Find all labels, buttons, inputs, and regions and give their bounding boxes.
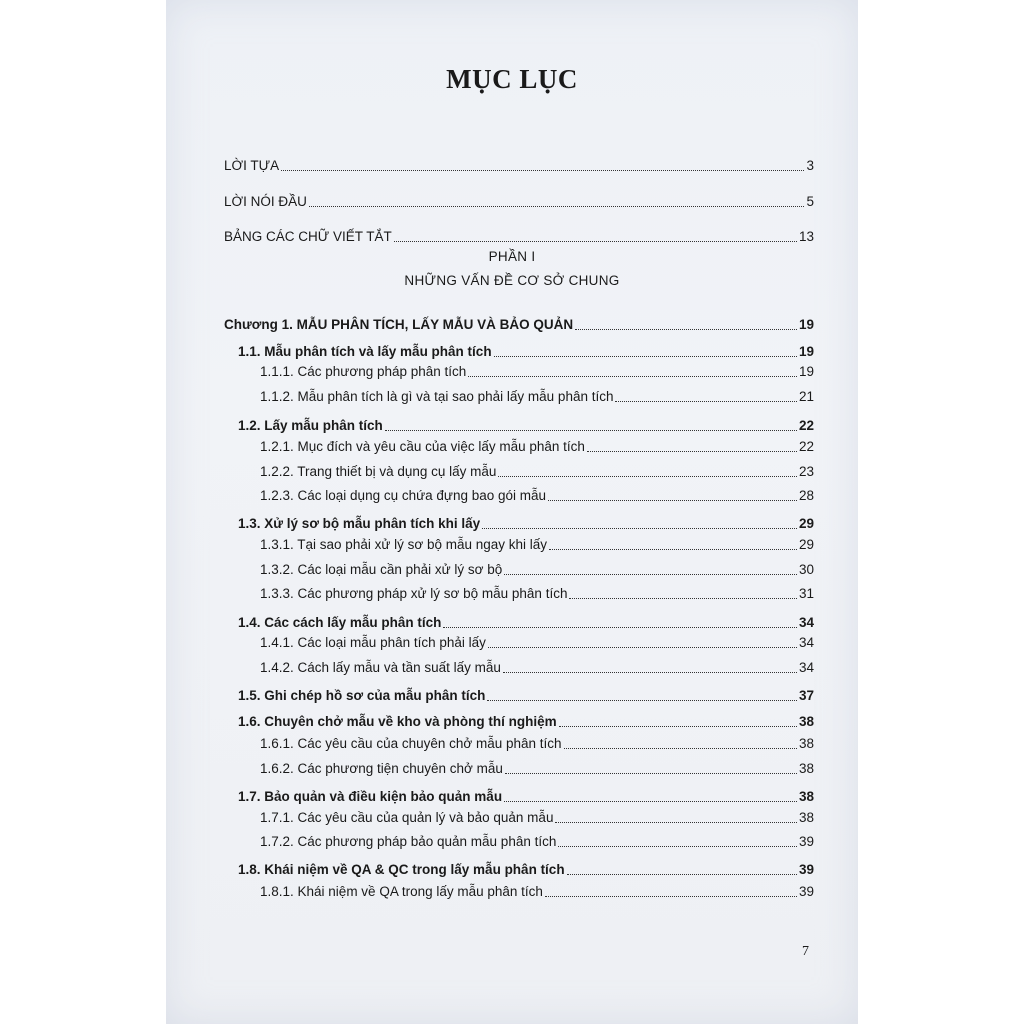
toc-entry-page: 39 [798,862,814,877]
toc-entry-page: 19 [798,317,814,332]
dot-leader [545,896,797,897]
toc-entry-label: 1.3.2. Các loại mẫu cần phải xử lý sơ bộ [260,562,503,577]
toc-entry-subsection [260,439,814,455]
toc-entry-subsection [260,537,814,553]
dot-leader [558,846,797,847]
toc-entry-subsection [260,810,814,826]
dot-leader [505,773,797,774]
toc-entry-section [238,688,814,704]
toc-entry-subsection [260,464,814,480]
toc-entry-label: LỜI NÓI ĐẦU [224,194,307,209]
toc-entry-label: LỜI TỰA [224,158,280,173]
toc-entry-label: 1.4.1. Các loại mẫu phân tích phải lấy [260,635,486,650]
dot-leader [385,430,797,431]
toc-entry-label: BẢNG CÁC CHỮ VIẾT TẮT [224,229,392,244]
toc-entry-page: 3 [806,158,814,173]
toc-entry-label: Chương 1. MẪU PHÂN TÍCH, LẤY MẪU VÀ BẢO QUẢN [224,317,574,332]
toc-entry-label: 1.2.2. Trang thiết bị và dụng cụ lấy mẫu [260,464,497,479]
toc-entry-label: 1.6.1. Các yêu cầu của chuyên chở mẫu phân tích [260,736,562,751]
dot-leader [443,627,797,628]
toc-entry-chapter [224,317,814,333]
toc-entry-page: 38 [798,810,814,825]
toc-entry-page: 5 [806,194,814,209]
toc-entry-page: 19 [798,344,814,359]
toc-entry-label: 1.3.3. Các phương pháp xử lý sơ bộ mẫu phân tích [260,586,568,601]
toc-entry-subsection [260,660,814,676]
toc-entry-front-matter [224,194,814,210]
toc-entry-section [238,344,814,360]
toc-entry-label: 1.7.2. Các phương pháp bảo quản mẫu phân tích [260,834,557,849]
toc-entry-label: 1.3. Xử lý sơ bộ mẫu phân tích khi lấy [238,516,481,531]
toc-entry-label: 1.4. Các cách lấy mẫu phân tích [238,615,442,630]
toc-entry-section [238,418,814,434]
toc-entry-subsection [260,562,814,578]
toc-entry-subsection [260,834,814,850]
toc-heading: MỤC LỤC [446,64,578,94]
dot-leader [503,672,797,673]
dot-leader [468,376,797,377]
toc-entry-subsection [260,389,814,405]
toc-entry-page: 34 [798,660,814,675]
dot-leader [281,170,804,171]
toc-entry-section [238,862,814,878]
dot-leader [575,329,797,330]
toc-entry-label: 1.1.1. Các phương pháp phân tích [260,364,467,379]
toc-entry-subsection [260,488,814,504]
toc-entry-page: 38 [798,714,814,729]
page-number: 7 [802,944,809,959]
toc-entry-section [238,516,814,532]
toc-entry-page: 29 [798,537,814,552]
toc-entry-page: 28 [798,488,814,503]
dot-leader [587,451,797,452]
toc-entry-page: 29 [798,516,814,531]
toc-entry-section [238,714,814,730]
part-title: NHỮNG VẤN ĐỀ CƠ SỞ CHUNG [404,273,620,288]
dot-leader [615,401,796,402]
dot-leader [564,748,797,749]
toc-entry-label: 1.8.1. Khái niệm về QA trong lấy mẫu phân tích [260,884,543,899]
toc-entry-label: 1.1. Mẫu phân tích và lấy mẫu phân tích [238,344,492,359]
dot-leader [559,726,797,727]
toc-entry-page: 39 [798,834,814,849]
dot-leader [549,549,797,550]
toc-entry-page: 23 [798,464,814,479]
dot-leader [504,574,797,575]
dot-leader [494,356,797,357]
dot-leader [569,598,797,599]
dot-leader [487,700,797,701]
toc-entry-page: 22 [798,418,814,433]
toc-entry-page: 38 [798,789,814,804]
dot-leader [309,206,805,207]
toc-entry-label: 1.2.1. Mục đích và yêu cầu của việc lấy mẫu phân tích [260,439,585,454]
toc-entry-page: 39 [798,884,814,899]
toc-entry-label: 1.1.2. Mẫu phân tích là gì và tại sao phải lấy mẫu phân tích [260,389,614,404]
document-page [166,0,858,1024]
toc-entry-label: 1.5. Ghi chép hồ sơ của mẫu phân tích [238,688,486,703]
toc-entry-label: 1.6.2. Các phương tiện chuyên chở mẫu [260,761,503,776]
toc-entry-page: 34 [798,615,814,630]
dot-leader [555,822,797,823]
toc-entry-front-matter [224,229,814,245]
toc-entry-front-matter [224,158,814,174]
toc-entry-section [238,615,814,631]
toc-entry-label: 1.4.2. Cách lấy mẫu và tần suất lấy mẫu [260,660,501,675]
dot-leader [548,500,797,501]
toc-entry-page: 34 [798,635,814,650]
toc-entry-page: 19 [798,364,814,379]
toc-entry-page: 13 [798,229,814,244]
toc-entry-page: 31 [798,586,814,601]
toc-entry-page: 38 [798,761,814,776]
dot-leader [488,647,797,648]
toc-entry-page: 37 [798,688,814,703]
dot-leader [567,874,797,875]
toc-entry-label: 1.2.3. Các loại dụng cụ chứa đựng bao gói mẫu [260,488,547,503]
toc-entry-label: 1.7.1. Các yêu cầu của quản lý và bảo quản mẫu [260,810,554,825]
dot-leader [482,528,797,529]
dot-leader [394,241,797,242]
toc-entry-page: 21 [798,389,814,404]
toc-entry-subsection [260,364,814,380]
toc-entry-subsection [260,586,814,602]
toc-entry-section [238,789,814,805]
part-label: PHẦN I [488,249,536,264]
toc-entry-page: 30 [798,562,814,577]
toc-entry-label: 1.3.1. Tại sao phải xử lý sơ bộ mẫu ngay khi lấy [260,537,548,552]
toc-entry-label: 1.8. Khái niệm về QA & QC trong lấy mẫu phân tích [238,862,565,877]
dot-leader [504,801,797,802]
toc-entry-subsection [260,761,814,777]
toc-entry-subsection [260,635,814,651]
toc-entry-label: 1.6. Chuyên chở mẫu về kho và phòng thí nghiệm [238,714,557,729]
toc-entry-subsection [260,736,814,752]
toc-entry-label: 1.2. Lấy mẫu phân tích [238,418,383,433]
toc-entry-page: 38 [798,736,814,751]
toc-entry-label: 1.7. Bảo quản và điều kiện bảo quản mẫu [238,789,503,804]
toc-entry-subsection [260,884,814,900]
toc-entry-page: 22 [798,439,814,454]
dot-leader [498,476,797,477]
